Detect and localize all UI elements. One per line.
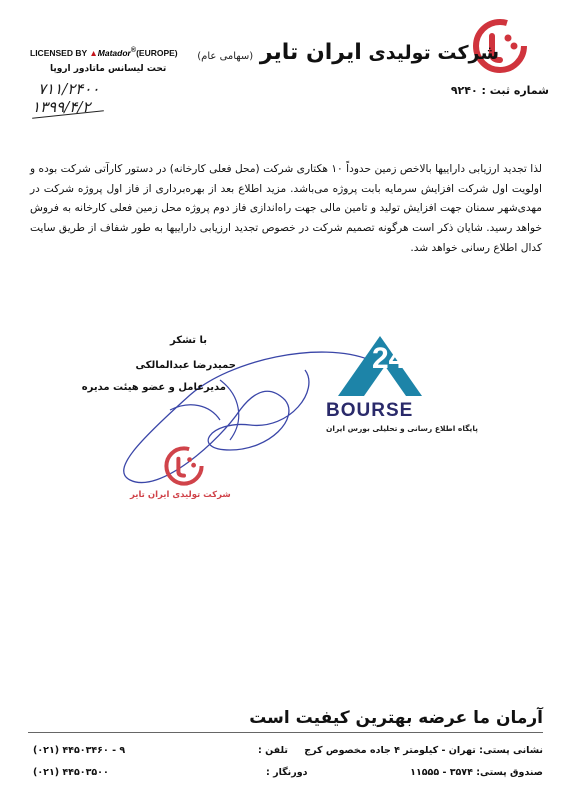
company-suffix: (سهامی عام)	[197, 51, 254, 62]
bourse-wordmark: BOURSE	[326, 400, 414, 421]
stamp-text: شرکت تولیدی ایران تایر	[130, 490, 231, 500]
svg-text:24: 24	[372, 342, 406, 375]
bourse-subtitle: پایگاه اطلاع رسانی و تحلیلی بورس ایران	[326, 424, 478, 433]
footer-tel-label: تلفن :	[258, 745, 288, 756]
footer-fax-value: (۰۲۱) ۴۴۵۰۳۵۰۰	[33, 767, 109, 778]
signer-position: مدیرعامل و عضو هیئت مدیره	[81, 382, 226, 393]
company-prefix: شرکت تولیدی	[368, 42, 499, 64]
license-prefix: LICENSED BY	[30, 47, 87, 58]
registration-number: شماره ثبت : ۹۲۴۰	[450, 84, 549, 97]
license-line: LICENSED BY ▲Matador®(EUROPE)	[30, 46, 178, 58]
letter-body: لذا تجدید ارزیابی داراییها بالاخص زمین حدوداً ۱۰ هکتاری شرکت (محل فعلی کارخانه) در دستور کارآتی شرکت بوده و اولویت اول شرکت افزایش سرمایه بابت پروژه می‌باشد. مزید اطلاع بعد از بهره‌برداری از فاز اول پروژه شرکت در مهدی‌شهر سمنان جهت افزایش تولید و تامین مالی جهت راه‌اندازی فاز دوم پروژه محل زمین فعلی کارخانه به فروش خواهد رسید. شایان ذکر است هرگونه تصمیم شرکت در خصوص تجدید ارزیابی داراییها به طور شفاف از طریق سایت کدال اطلاع رسانی خواهد شد.	[30, 163, 542, 254]
footer-fax-label: دورنگار :	[266, 767, 308, 778]
footer-postbox: صندوق پستی: ۳۵۷۴ - ۱۱۵۵۵	[410, 767, 543, 778]
license-suffix: (EUROPE)	[136, 47, 178, 58]
footer-tel-value: (۰۲۱) ۴۴۵۰۳۴۶۰ - ۹	[33, 745, 126, 756]
footer-address: نشانی پستی: تهران - کیلومتر ۴ جاده مخصوص کرج	[304, 745, 543, 756]
company-name	[197, 40, 499, 65]
license-brand: Matador	[97, 47, 131, 58]
company-stamp-icon	[160, 442, 208, 490]
license-persian: تحت لیسانس ماتادور اروپا	[50, 64, 167, 74]
letter-number: ۷۱۱/۲۴۰۰	[38, 80, 100, 98]
thanks-text: با تشکر	[170, 335, 207, 346]
bourse-logo-icon	[330, 330, 440, 400]
footer-slogan: آرمان ما عرضه بهترین کیفیت است	[249, 708, 543, 728]
footer-divider	[28, 732, 543, 733]
matador-triangle-icon: ▲	[89, 47, 98, 58]
company-main-name: ایران تایر	[259, 40, 362, 65]
letter-date: ۱۳۹۹/۴/۲	[32, 98, 91, 116]
signer-name: حمیدرضا عبدالمالکی	[135, 360, 236, 371]
